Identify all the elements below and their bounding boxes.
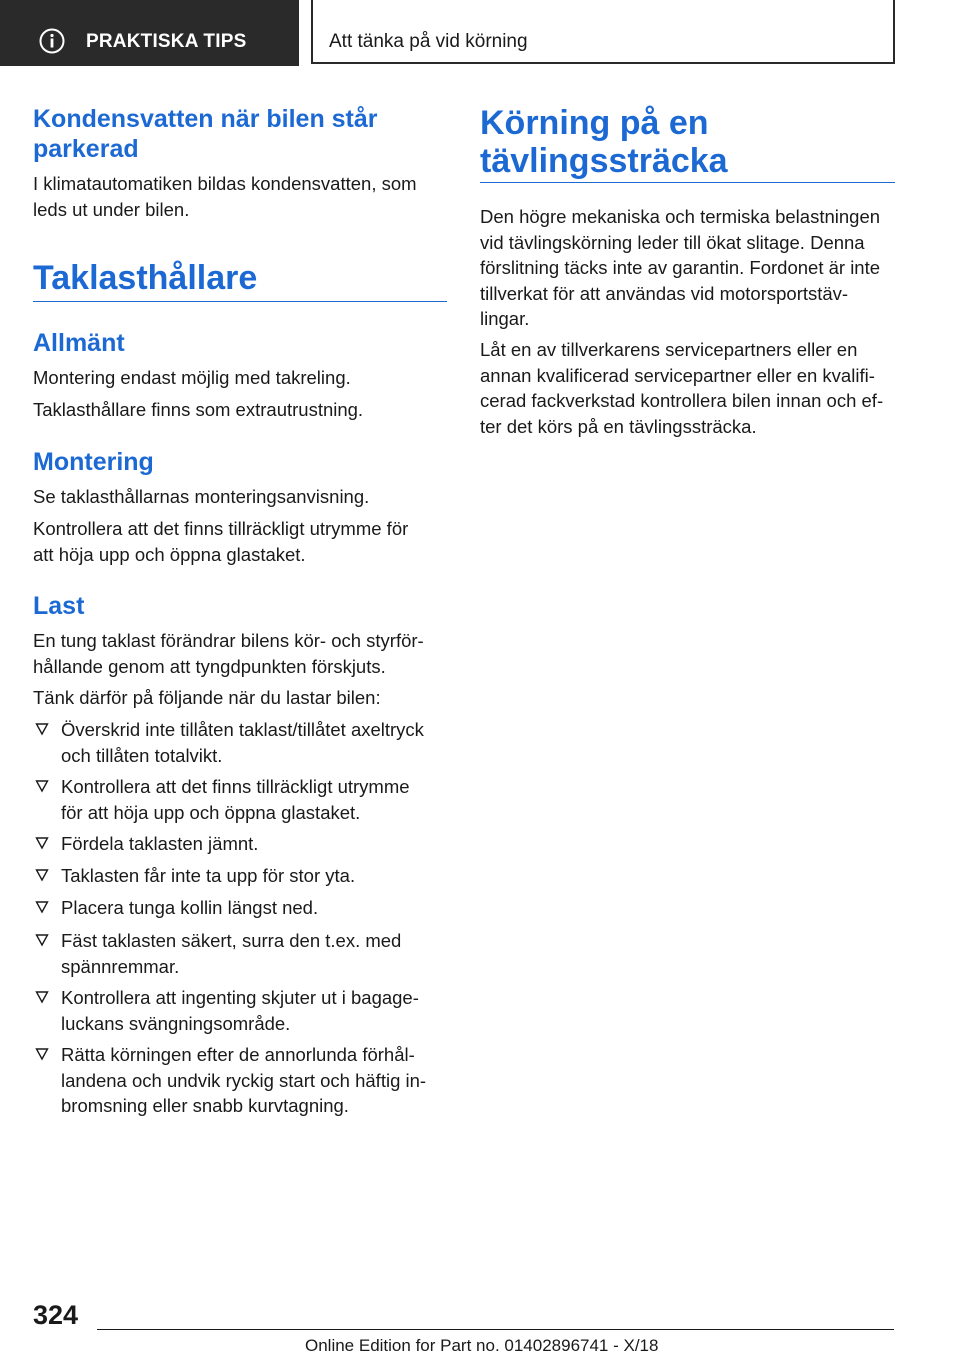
mounting-heading: Montering xyxy=(33,448,154,476)
title-rule xyxy=(480,182,895,183)
title-rule xyxy=(33,301,447,302)
general-heading: Allmänt xyxy=(33,329,125,357)
mounting-p1: Se taklasthållarnas monteringsanvisning. xyxy=(33,486,370,507)
triangle-bullet-icon xyxy=(35,1047,49,1061)
condensation-heading: Kondensvatten när bilen står parkerad xyxy=(33,105,378,163)
triangle-bullet-icon xyxy=(35,933,49,947)
load-p2: Tänk därför på följande när du lastar bilen: xyxy=(33,687,381,708)
edition-info: Online Edition for Part no. 01402896741 - X/18 xyxy=(305,1336,659,1355)
triangle-bullet-icon xyxy=(35,868,49,882)
section-title: PRAKTISKA TIPS xyxy=(86,31,247,52)
section-tab xyxy=(0,0,299,66)
triangle-bullet-icon xyxy=(35,990,49,1004)
triangle-bullet-icon xyxy=(35,836,49,850)
mounting-p2: Kontrollera att det finns tillräckligt utrymme för att höja upp och öppna glastaket. xyxy=(33,518,409,565)
load-heading: Last xyxy=(33,592,85,620)
page-header xyxy=(0,0,960,66)
condensation-text: I klimatautomatiken bildas kondensvatten, som leds ut under bilen. xyxy=(33,173,417,220)
chapter-title: Att tänka på vid körning xyxy=(329,31,528,52)
general-p1: Montering endast möjlig med takreling. xyxy=(33,367,351,388)
chapter-tab xyxy=(311,0,895,64)
footer-rule xyxy=(97,1329,894,1330)
race-track-p1: Den högre mekaniska och termiska belastningen vid tävlingskörning leder till ökat slitage. Denna förslitning täcks inte av garantin. Fordonet är inte tillverkat för att användas vid motorsportstäv- lingar. xyxy=(480,206,881,329)
triangle-bullet-icon xyxy=(35,779,49,793)
race-track-title: Körning på en tävlingssträcka xyxy=(480,104,728,180)
triangle-bullet-icon xyxy=(35,722,49,736)
general-p2: Taklasthållare finns som extrautrustning. xyxy=(33,399,364,420)
roof-rack-title: Taklasthållare xyxy=(33,259,258,297)
load-p1: En tung taklast förändrar bilens kör- och styrför- hållande genom att tyngdpunkten förskjuts. xyxy=(33,630,424,677)
triangle-bullet-icon xyxy=(35,900,49,914)
race-track-p2: Låt en av tillverkarens servicepartners eller en annan kvalificerad servicepartner eller en kvalifi- cerad fackverkstad kontrollera bilen innan och ef- ter det körs på en tävlingssträcka. xyxy=(480,339,884,437)
page-number: 324 xyxy=(33,1300,79,1330)
info-icon xyxy=(39,28,65,54)
